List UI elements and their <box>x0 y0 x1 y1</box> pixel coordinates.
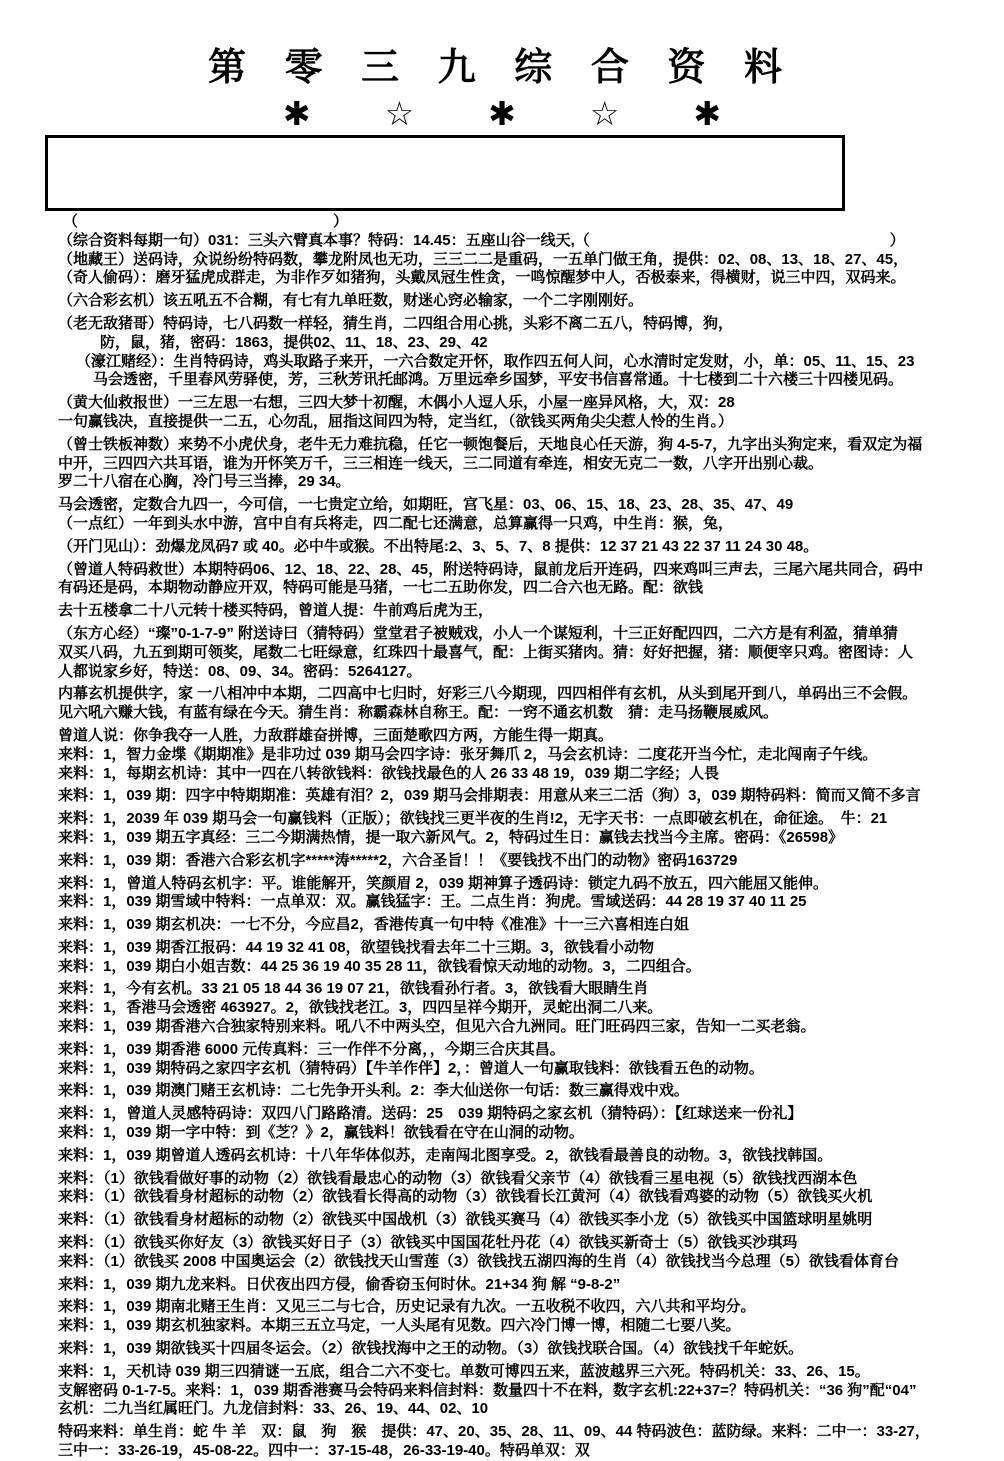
text-line: 来料：1，曾道人灵感特码诗：双四八门路路清。送码：25 039 期特码之家玄机（猜特码）：【红球送来一份礼】 <box>58 1105 803 1123</box>
header-box <box>45 135 845 211</box>
text-line: （一点红）一年到头水中游，宫中自有兵将走，四二配七还满意，总算赢得一只鸡，中生肖：猴，兔， <box>58 514 734 532</box>
open-star-icon: ☆ <box>589 94 620 132</box>
text-line: 来料：1，曾道人特码玄机字：平。谁能解开，笑颜眉 2，039 期神算子透码诗：锁定九码不放五，四六能屈又能伸。 <box>58 874 829 892</box>
asterisk-star-icon: ✱ <box>693 94 722 132</box>
text-line: 来料：1，039 期澳门赌王玄机诗：二七先争开头利。2：李大仙送你一句话：数三赢得戏中戏。 <box>58 1082 689 1100</box>
text-line: 来料：1，039 期玄机决：一七不分，今应昌2，香港传真一句中特《准准》十一三六喜相连白姐 <box>58 916 689 934</box>
text-line: 来料：1，今有玄机。33 21 05 18 44 36 19 07 21，欲钱看孙行者。3，欲钱看大眼睛生肖 <box>58 980 649 998</box>
text-line: 来料：1，039 期雪域中特料：一点单双：双。赢钱猛字：王。二点生肖：狗虎。雪域送码：44 28 19 37 40 11 25 <box>58 893 807 911</box>
text-line: 来料：1，智力金堞《期期准》是非功过 039 期马会四字诗：张牙舞爪 2，马会玄机诗：二度花开当今忙，走北闯南子午线。 <box>58 745 878 763</box>
text-line: 来料：1，039 期白小姐吉数：44 25 36 19 40 35 28 11，欲钱看惊天动地的动物。3，二四组合。 <box>58 957 701 975</box>
page-title: 第 零 三 九 综 合 资 料 <box>208 47 796 89</box>
text-line: 来料：1，039 期五字真经：三二今期满热情，提一取六新风气。2，特码过生日：赢钱去找当今主席。密码：《26598》 <box>58 828 844 846</box>
text-line: （开门见山）：劲爆龙凤码7 或 40。必中牛或猴。不出特尾:2、3、5、7、8 提供：12 37 21 43 22 37 11 24 30 48。 <box>58 537 819 555</box>
text-line: 来料：1，2039 年 039 期马会一句赢钱料（正版）；欲钱找三更半夜的生肖!2，无字天书：一点即破玄机在，命征途。 牛：21 <box>58 810 888 828</box>
content-lines <box>0 213 1004 1461</box>
text-line: 来料：1，039 期香港六合独家特别来料。吼八不中两头空，但见六合九洲同。旺门旺码四三家，告知一二买老翁。 <box>58 1018 816 1036</box>
text-line: （黄大仙救报世）一三左思一右想，三四大梦十初醒，木偶小人逗人乐，小屋一座异风格，大，双：28 <box>58 394 735 412</box>
text-line: 支解密码 0-1-7-5。来料：1，039 期香港赛马会特码来料信封料：数量四十不在料，数字玄机:22+37=？特码机关：“36 狗”配“04” <box>58 1381 917 1399</box>
text-line: 罗二十八宿在心胸，冷门号三当捧，29 34。 <box>58 473 351 491</box>
text-line: 来料：1，039 期：四字中特期期准：英雄有泪？2，039 期马会排期表：用意从来三二活（狗）3，039 期特码料：简而又简不多言 <box>58 787 921 805</box>
text-line: （ ） <box>63 213 349 230</box>
text-line: （曾道人特码救世）本期特码06、12、18、22、28、45，附送特码诗，鼠前龙后开连码，四来鸡叫三声去，三尾六尾共同合，码中 <box>58 560 924 578</box>
text-line: 来料：1，039 期特码之家四字玄机（猜特码）【牛羊作伴】2，：曾道人一句赢取钱料：欲钱看五色的动物。 <box>58 1059 764 1077</box>
text-line: （奇人偷码）：磨牙猛虎成群走，为非作歹如猪狗，头戴凤冠生性贪，一鸣惊醒梦中人，否极泰来，得横财，说三中四，双码来。 <box>58 269 906 287</box>
text-line: 来料：1，天机诗 039 期三四猜谜一五底，组合二六不变七。单数可博四五来，蓝波越界三六死。特码机关：33、26、15。 <box>58 1362 870 1380</box>
asterisk-star-icon: ✱ <box>282 94 311 132</box>
text-line: 中开，三四四六共耳语，谁为开怀笑万千，三三相连一线天，三二同道有牵连，相安无克二一数，八字开出别心裁。 <box>58 454 824 472</box>
text-line: （综合资料每期一句）031：三头六臂真本事？特码：14.45：五座山谷一线天,（ ） <box>58 231 905 249</box>
document-page <box>0 36 1004 1460</box>
text-line: 来料：（1）欲钱买你好友（3）欲钱买好日子（3）欲钱买中国国花牡丹花（4）欲钱买新奇士（5）欲钱买沙琪玛 <box>58 1234 798 1252</box>
text-line: 来料：1，039 期曾道人透码玄机诗：十八年华体似苏，走南闯北图享受。2，欲钱看最善良的动物。3，欲钱找韩国。 <box>58 1146 833 1164</box>
text-line: 去十五楼拿二十八元转十楼买特码，曾道人提：牛前鸡后虎为王， <box>58 602 494 620</box>
open-star-icon: ☆ <box>384 94 415 132</box>
text-line: （老无敌猪哥）特码诗，七八码数一样轻，猜生肖，二四组合用心挑，头彩不离二五八，特码博，狗， <box>58 314 734 332</box>
text-line: 来料：1，039 期玄机独家料。本期三五立马定，一人头尾有见数。四六冷门博一博，相随二七要八奖。 <box>58 1317 741 1335</box>
text-line: 来料：1，039 期香港 6000 元传真料：三一作伴不分离，，今期三合庆其昌。 <box>58 1040 565 1058</box>
text-line: （六合彩玄机）该五吼五不合糊，有七有九单旺数，财迷心窍必输家，一个二字刚刚好。 <box>58 292 644 310</box>
text-line: 来料：（1）欲钱看身材超标的动物（2）欲钱买中国战机（3）欲钱买赛马（4）欲钱买李小龙（5）欲钱买中国篮球明星姚明 <box>58 1211 873 1229</box>
text-line: （东方心经）“璨”0-1-7-9” 附送诗曰（猜特码）堂堂君子被贼戏，小人一个谋短利，十三正好配四四，二六方是有利盈，猜单猜 <box>58 624 899 642</box>
text-line: 曾道人说：你争我夺一人胜，力敌群雄奋拼博，三面楚歌四方两，方能生得一期真。 <box>58 726 614 744</box>
text-line: 来料：（1）欲钱看做好事的动物（2）欲钱看最忠心的动物（3）欲钱看父亲节（4）欲钱看三星电视（5）欲钱找西湖本色 <box>58 1169 858 1187</box>
text-line: 三中一：33-26-19，45-08-22。四中一：37-15-48，26-33-19-40。特码单双：双 <box>58 1442 590 1460</box>
text-line: 来料：1，香港马会透密 463927。2，欲钱找老江。3，四四呈祥今期开，灵蛇出洞二八来。 <box>58 999 663 1017</box>
text-line: 马会透密，千里春风劳驿使，芳，三秋芳讯托邮鸿。万里远牵乡国梦，平安书信喜常通。十七楼到二十六楼三十四楼见码。 <box>93 371 904 389</box>
text-line: 人都说家乡好，特送：08、09、34。密码：5264127。 <box>58 662 422 680</box>
text-line: 来料：1，039 期香江报码：44 19 32 41 08，欲望钱找看去年二十三期。3，欲钱看小动物 <box>58 938 654 956</box>
text-line: 一句赢钱决，直接提供一二五，心勿乱，屈指这间四为特，定当红，（欲钱买两角尖尖惹人怜的生肖。） <box>58 412 734 430</box>
text-line: 玄机：二九当红属旺门。九龙信封料：33、26、19、44、02、10 <box>58 1400 489 1418</box>
text-line: （地藏王）送码诗，众说纷纷特码数，攀龙附凤也无功，三三二二是重码，一五单门做王角，提供：02、08、13、18、27、45， <box>58 250 909 268</box>
asterisk-star-icon: ✱ <box>488 94 516 132</box>
text-line: 来料：1，039 期：香港六合彩玄机字*****涛*****2，六合圣旨！！《要钱找不出门的动物》密码163729 <box>58 851 738 869</box>
text-line: （曾士铁板神数）来势不小虎伏身，老牛无力难抗稳，任它一顿饱餐后，天地良心任天游，狗 4-5-7，九字出头狗定来，看双定为福 <box>58 435 923 453</box>
text-line: 来料：（1）欲钱看身材超标的动物（2）欲钱看长得高的动物（3）欲钱看长江黄河（4）欲钱看鸡婆的动物（5）欲钱买火机 <box>58 1188 873 1206</box>
text-line: 来料：1，039 期一字中特：到《芝？》2，赢钱料！欲钱看在守在山洞的动物。 <box>58 1124 584 1142</box>
text-line: 来料：1，039 期南北赌王生肖：又见三二与七合，历史记录有九次。一五收税不收四，六八共和平均分。 <box>58 1298 756 1316</box>
text-line: 来料：1，每期玄机诗：其中一四在八转欲钱料：欲钱找最色的人 26 33 48 19，039 期二字经；人畏 <box>58 764 719 782</box>
text-line: 来料：1，039 期九龙来料。日伏夜出四方侵，偷香窃玉何时休。21+34 狗 解 “9-8-2” <box>58 1275 621 1293</box>
text-line: 来料：1，039 期欲钱买十四届冬运会。（2）欲钱找海中之王的动物。（3）欲钱找联合国。（4）欲钱找千年蛇妖。 <box>58 1340 804 1358</box>
text-line: （濠江赌经）：生肖特码诗，鸡头取路子来开，一六合数定开怀，取作四五何人问，心水清时定发财，小，单：05、11、15、23 <box>76 352 915 370</box>
text-line: 马会透密，定数合九四一，今可信，一七贵定立给，如期旺，宫飞星：03、06、15、18、23、28、35、47、49 <box>58 496 794 514</box>
text-line: 特码来料：单生肖：蛇 牛 羊 双：鼠 狗 猴 提供：47、20、35、28、11、09、44 特码波色：蓝防绿。来料：二中一：33-27， <box>58 1423 930 1441</box>
stars-row <box>0 91 1004 135</box>
text-line: 内幕玄机提供字，家 一八相冲中本期，二四高中七归时，好彩三八今期现，四四相伴有玄机，从头到尾开到八，单码出三不会假。 <box>58 685 918 703</box>
text-line: 见六吼六赚大钱，有蓝有绿在今天。猜生肖：称霸森林自称王。配：一窍不通玄机数 猜：走马扬鞭展威风。 <box>58 704 779 722</box>
text-line: 来料：（1）欲钱买 2008 中国奥运会（2）欲钱找天山雪莲（3）欲钱找五湖四海的生肖（4）欲钱找当今总理（5）欲钱看体育台 <box>58 1252 899 1270</box>
text-line: 双买八码，九五到期可领奖，尾数二七旺绿意，红珠四十最喜气，配：上街买猪肉。猜：好好把握，猪：顺便宰只鸡。密图诗：人 <box>58 643 914 661</box>
text-line: 有码还是码，本期物动静应开双，特码可能是马猪，一七二五助你发，四二合六也无路。配：欲钱 <box>58 579 704 597</box>
text-line: 防，鼠，猪，密码：1863，提供02、11、18、23、29、42 <box>100 333 488 351</box>
